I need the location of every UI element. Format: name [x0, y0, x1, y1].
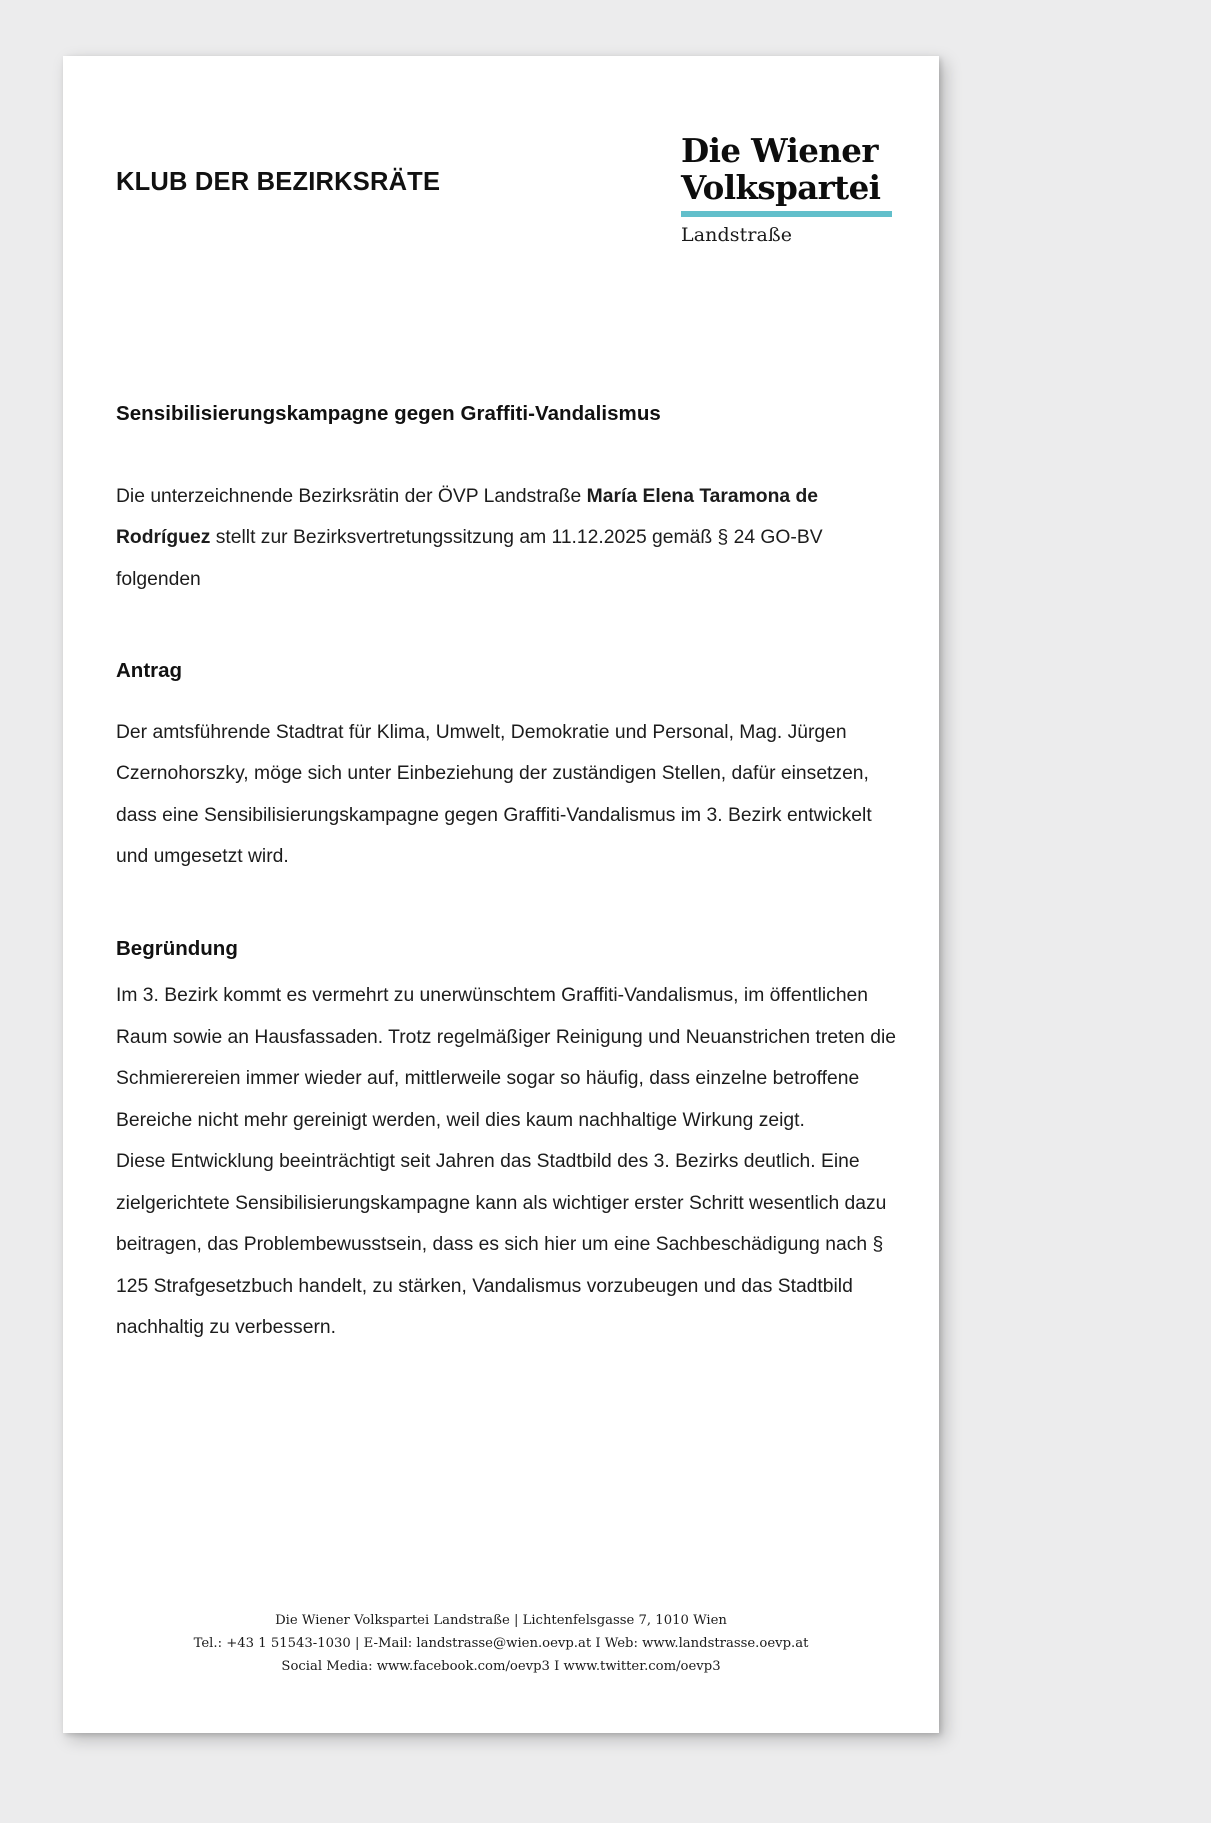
section-heading-begruendung: Begründung: [116, 936, 238, 960]
intro-text-part-1: Die unterzeichnende Bezirksrätin der ÖVP Landstraße: [116, 485, 587, 507]
applicant-name: María Elena Taramona de Rodríguez: [116, 485, 819, 549]
logo-accent-rule: [681, 211, 892, 217]
intro-paragraph: [116, 476, 898, 601]
logo-district-subtitle: Landstraße: [681, 224, 793, 246]
document-footer: [63, 1609, 939, 1678]
club-title: KLUB DER BEZIRKSRÄTE: [116, 168, 441, 196]
intro-text-part-2: stellt zur Bezirksvertretungssitzung am 11.12.2025 gemäß § 24 GO-BV folgenden: [116, 527, 823, 590]
section-body-begruendung-p2: Diese Entwicklung beeinträchtigt seit Jahren das Stadtbild des 3. Bezirks deutlich. Eine zielgerichtete Sensibilisierungskampagne kann als wichtiger erster Schritt wesentlich dazu beitragen, das Problembewusstsein, dass es sich hier um eine Sachbeschädigung nach § 125 Strafgesetzbuch handelt, zu stärken, Vandalismus vorzubeugen und das Stadtbild nachhaltig zu verbessern.: [116, 1151, 887, 1339]
spacer-antrag-heading: [116, 685, 898, 712]
logo-line-1: Die Wiener: [681, 131, 878, 170]
document-header: [63, 56, 939, 276]
document-sheet: [63, 56, 939, 1733]
document-body: [116, 401, 898, 1349]
page-title: Sensibilisierungskampagne gegen Graffiti-Vandalismus: [116, 402, 661, 425]
party-logo: [681, 132, 896, 246]
spacer-antrag-begruendung: [116, 878, 898, 936]
footer-line-address: Die Wiener Volkspartei Landstraße | Lichtenfelsgasse 7, 1010 Wien: [275, 1613, 727, 1628]
section-heading-antrag: Antrag: [116, 659, 183, 683]
spacer-intro-antrag: [116, 600, 898, 658]
spacer-begruendung-heading: [116, 962, 898, 975]
section-body-begruendung-p1: Im 3. Bezirk kommt es vermehrt zu unerwünschtem Graffiti-Vandalismus, im öffentlichen Raum sowie an Hausfassaden. Trotz regelmäßiger Reinigung und Neuanstrichen treten die Schmierereien immer wieder auf, mittlerweile sogar so häufig, dass einzelne betroffene Bereiche nicht mehr gereinigt werden, weil dies kaum nachhaltige Wirkung zeigt.: [116, 985, 897, 1131]
footer-line-contact: Tel.: +43 1 51543-1030 | E-Mail: landstrasse@wien.oevp.at I Web: www.landstrasse.oevp.at: [193, 1636, 809, 1651]
section-body-antrag: Der amtsführende Stadtrat für Klima, Umwelt, Demokratie und Personal, Mag. Jürgen Czernohorszky, möge sich unter Einbeziehung der zuständigen Stellen, dafür einsetzen, dass eine Sensibilisierungskampagne gegen Graffiti-Vandalismus im 3. Bezirk entwickelt und umgesetzt wird.: [116, 721, 872, 868]
logo-line-2: Volkspartei: [681, 168, 881, 207]
footer-line-social: Social Media: www.facebook.com/oevp3 I www.twitter.com/oevp3: [281, 1659, 721, 1674]
